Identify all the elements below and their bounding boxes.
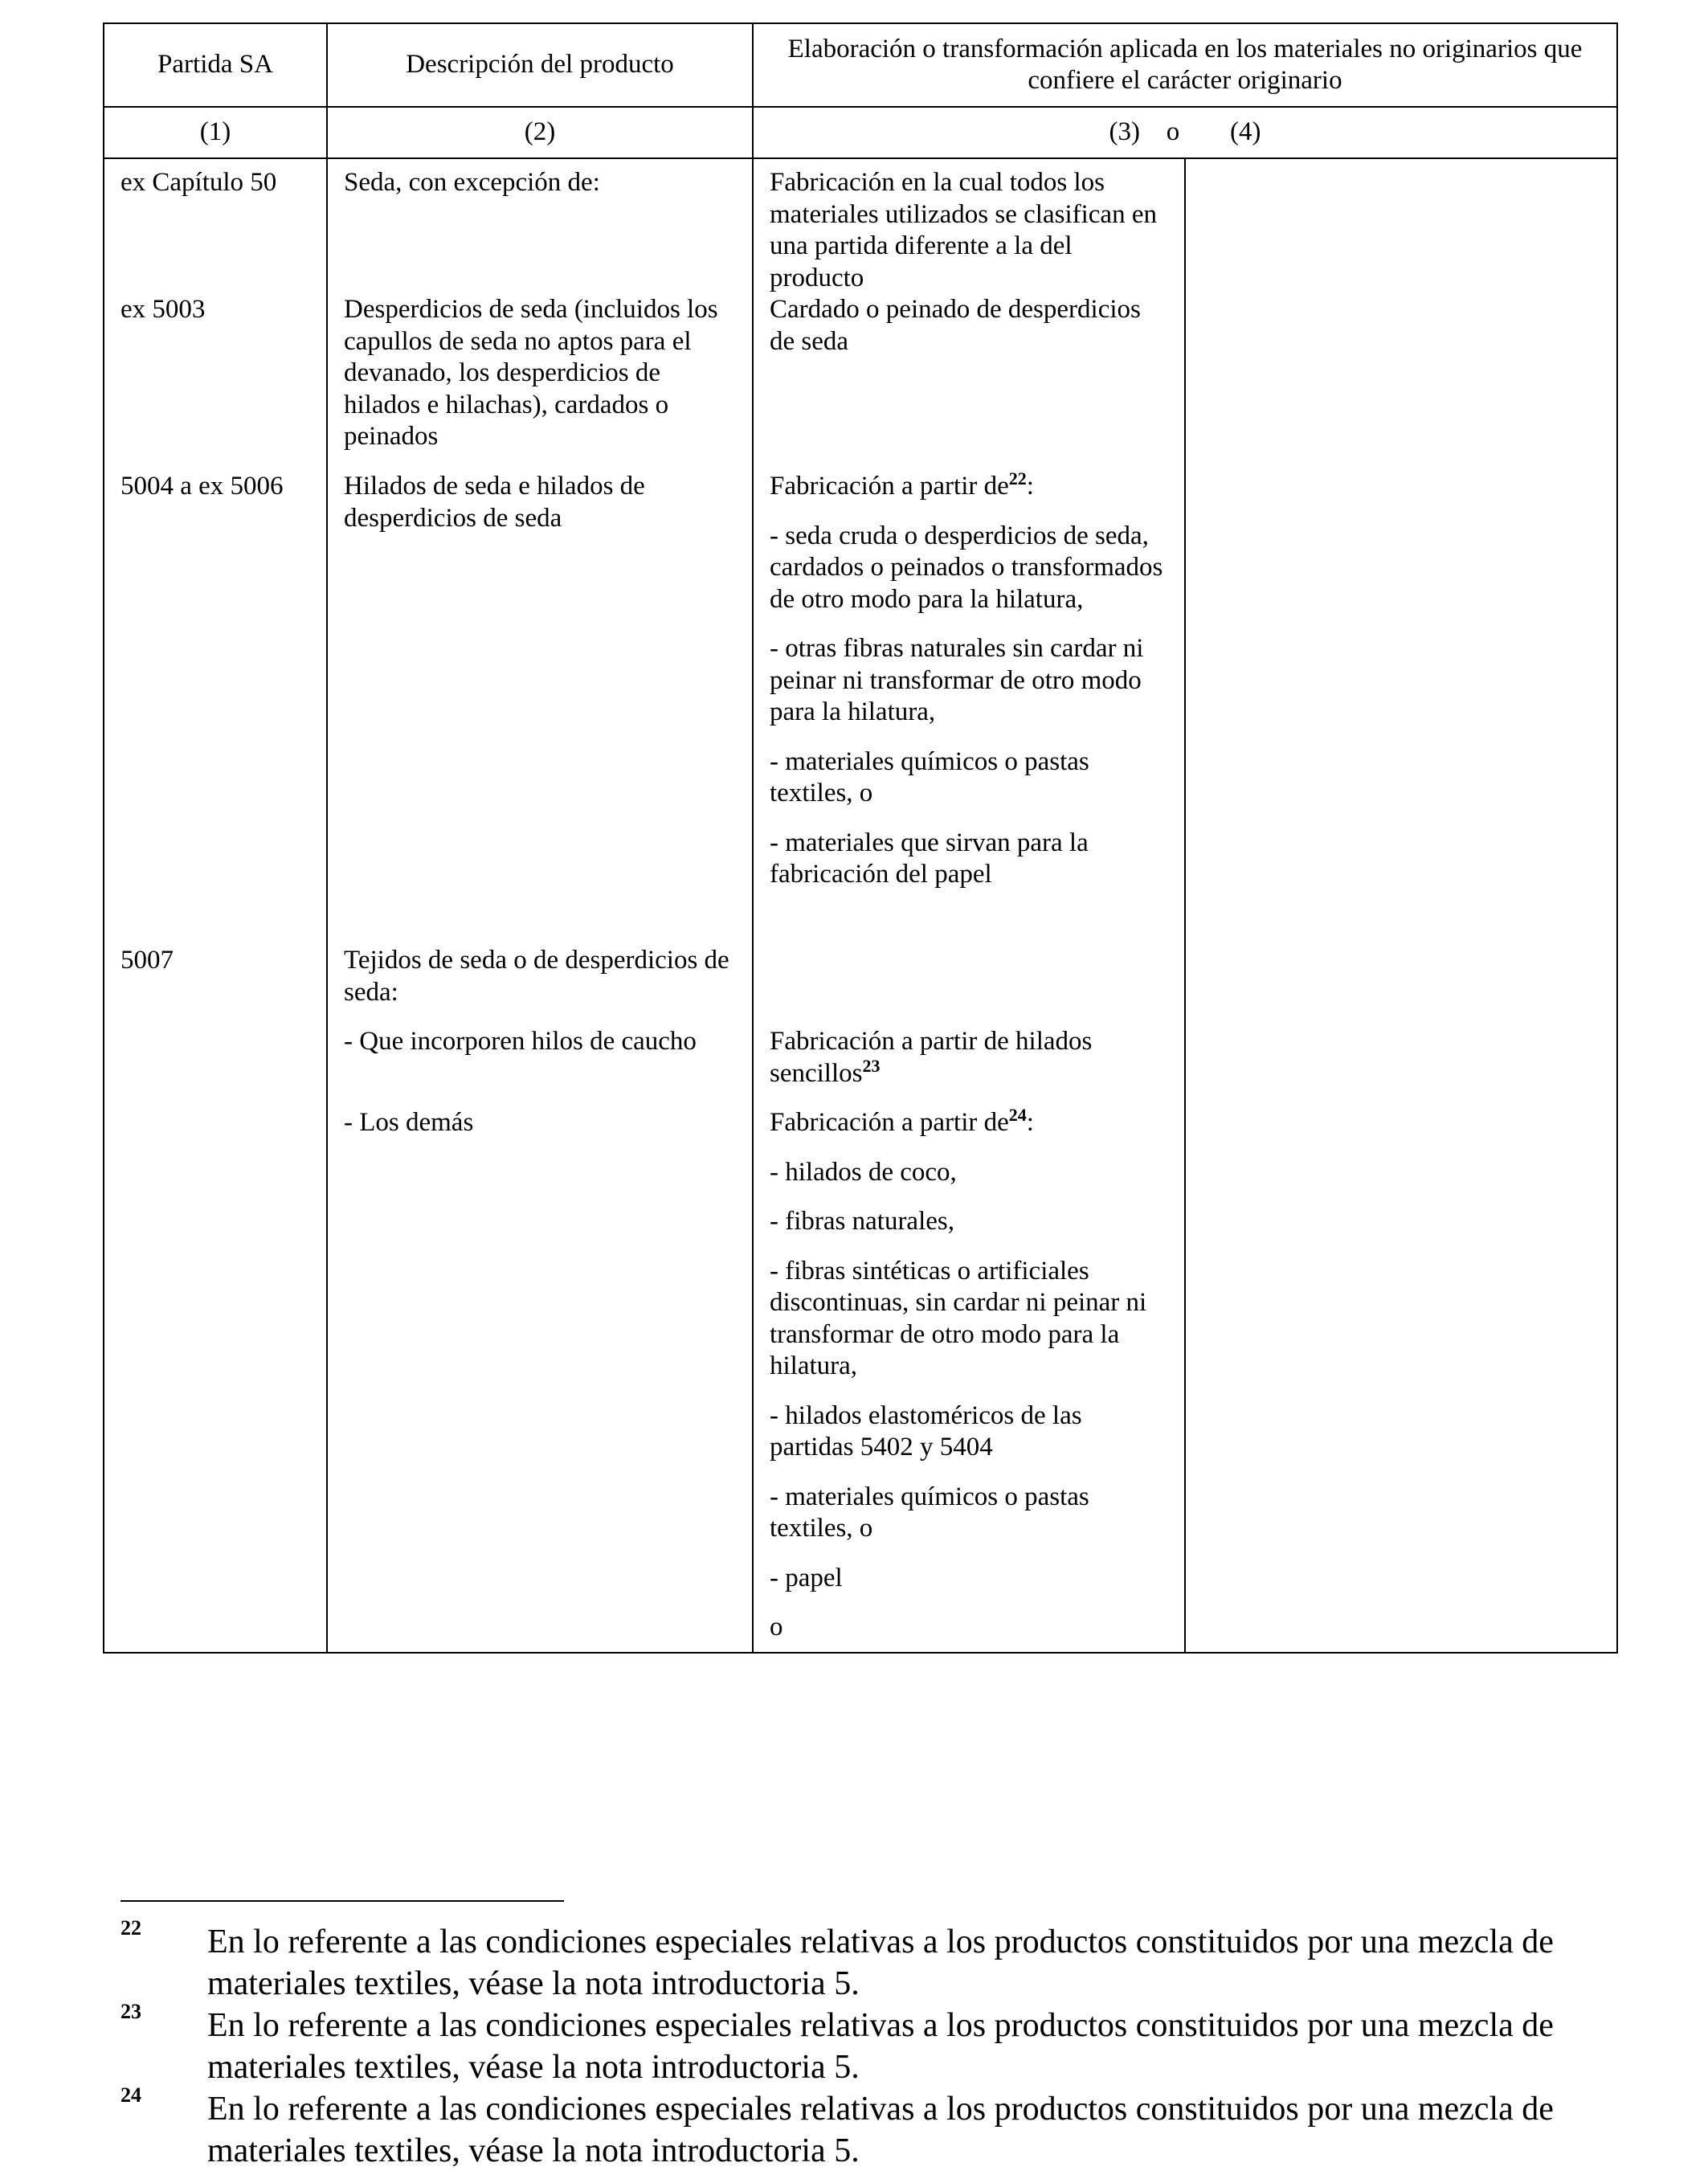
colnum-2: (2)	[327, 107, 753, 158]
footnote-ref-24[interactable]: 24	[1008, 1105, 1027, 1125]
desc-seda: Seda, con excepción de:	[344, 168, 600, 197]
colnum-1: (1)	[104, 107, 327, 158]
partida-ex-5003: ex 5003	[121, 295, 206, 324]
rule-5007-hilos-caucho: Fabricación a partir de hilados sencillos$^{23}$	[770, 1027, 1093, 1088]
rule-5004-item: - otras fibras naturales sin cardar ni peinar ni transformar de otro modo para la hilatura,	[770, 634, 1144, 726]
footnote-number: 24	[121, 2083, 141, 2107]
footnote-ref-22[interactable]: 22	[1008, 468, 1027, 489]
rule-5004-ex-5006	[770, 468, 1168, 945]
rule-5004-item: - seda cruda o desperdicios de seda, cardados o peinados o transformados de otro modo para la hilatura,	[770, 521, 1163, 614]
desc-hilos-caucho: - Que incorporen hilos de caucho	[344, 1027, 697, 1056]
col2-descripciones	[327, 158, 753, 1653]
partida-5007: 5007	[121, 946, 174, 975]
rule-5004-item: - materiales químicos o pastas textiles, o	[770, 746, 1089, 807]
partida-5004-ex-5006: 5004 a ex 5006	[121, 472, 284, 501]
footnote-separator	[121, 1900, 564, 1902]
column-number-row	[104, 107, 1617, 158]
desc-tejidos-seda: Tejidos de seda o de desperdicios de seda:	[344, 946, 729, 1007]
colnum-3-4	[753, 107, 1617, 158]
partida-ex-capitulo-50: ex Capítulo 50	[121, 168, 277, 197]
rule-5007-spacer	[770, 945, 1168, 1026]
rule-5007-item: - materiales químicos o pastas textiles, o	[770, 1482, 1089, 1543]
rule-5007-item: - papel	[770, 1563, 843, 1592]
rule-5007-item: - fibras sintéticas o artificiales discontinuas, sin cardar ni peinar ni transformar de otro modo para la hilatura,	[770, 1256, 1147, 1380]
colnum-3: (3)	[1109, 117, 1140, 147]
rule-5007-item: - hilados elastoméricos de las partidas 5402 y 5404	[770, 1400, 1082, 1461]
rule-5007-los-demas	[770, 1107, 1168, 1644]
rule-ex-5003: Cardado o peinado de desperdicios de seda	[770, 295, 1141, 356]
table-body-row	[104, 158, 1617, 1653]
header-descripcion: Descripción del producto	[327, 23, 753, 107]
footnote-text: En lo referente a las condiciones especiales relativas a los productos constituidos por una mezcla de materiales textiles, véase la nota introductoria 5.	[207, 2007, 1554, 2086]
table-header-row	[104, 23, 1617, 107]
rule-5007-intro: Fabricación a partir de$^{24}$:	[770, 1105, 1034, 1137]
colnum-4: (4)	[1230, 117, 1261, 147]
footnote-ref-23[interactable]: 23	[862, 1055, 881, 1076]
col4-alternativa	[1185, 158, 1617, 1653]
col1-partidas	[104, 158, 327, 1653]
header-partida-sa: Partida SA	[104, 23, 327, 107]
header-elaboracion: Elaboración o transformación aplicada en los materiales no originarios que confiere el carácter originario	[753, 23, 1617, 107]
rule-5007-item: - fibras naturales,	[770, 1207, 954, 1236]
desc-los-demas: - Los demás	[344, 1108, 474, 1137]
rule-5004-item: - materiales que sirvan para la fabricación del papel	[770, 828, 1089, 889]
rule-5004-intro: Fabricación a partir de$^{22}$:	[770, 468, 1034, 501]
footnote-text: En lo referente a las condiciones especiales relativas a los productos constituidos por una mezcla de materiales textiles, véase la nota introductoria 5.	[207, 1923, 1554, 2002]
rule-5007-item: - hilados de coco,	[770, 1157, 957, 1187]
footnote-number: 22	[121, 1916, 141, 1940]
rule-5007-item: o	[770, 1613, 783, 1641]
col3-elaboracion	[753, 158, 1185, 1653]
desc-hilados-seda: Hilados de seda e hilados de desperdicios de seda	[344, 472, 645, 533]
rule-ex-capitulo-50: Fabricación en la cual todos los materiales utilizados se clasifican en una partida diferente a la del producto	[770, 168, 1157, 292]
footnote-number: 23	[121, 2000, 141, 2023]
colnum-or: o	[1166, 117, 1180, 147]
desc-desperdicios-seda: Desperdicios de seda (incluidos los capullos de seda no aptos para el devanado, los desperdicios de hilados e hilachas), cardados o peinados	[344, 295, 718, 451]
footnote-text: En lo referente a las condiciones especiales relativas a los productos constituidos por una mezcla de materiales textiles, véase la nota introductoria 5.	[207, 2091, 1554, 2169]
origin-rules-table	[103, 22, 1618, 1654]
